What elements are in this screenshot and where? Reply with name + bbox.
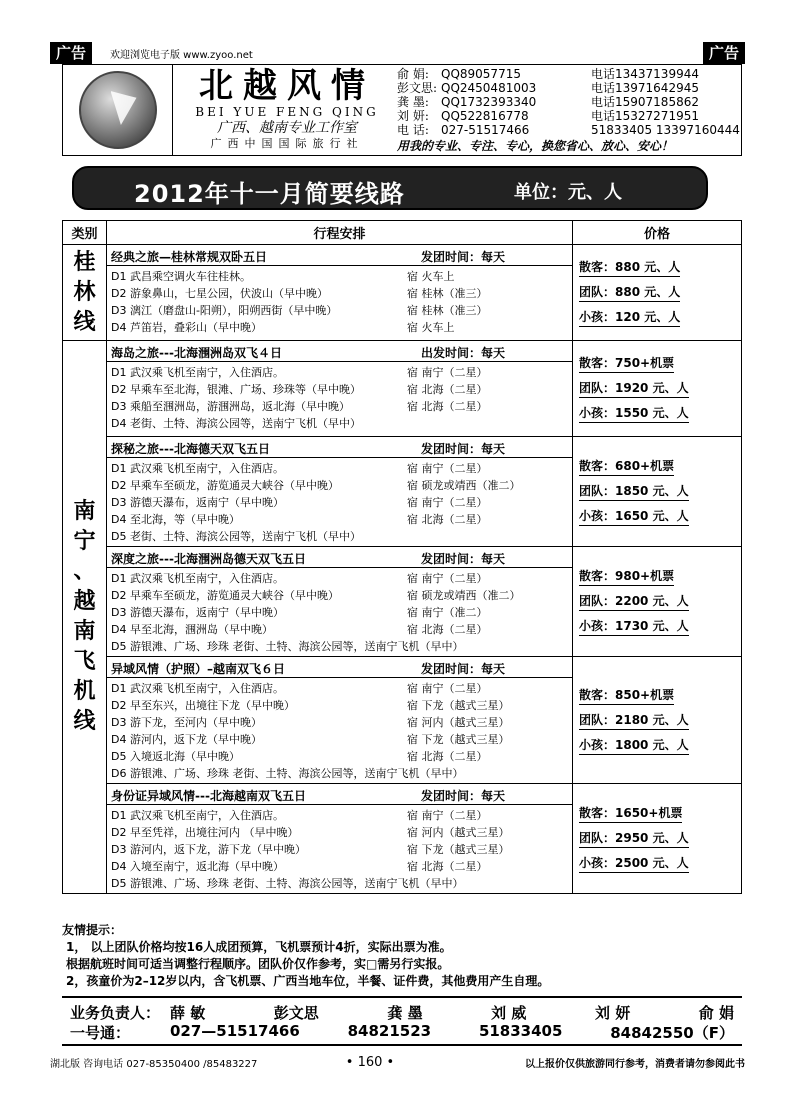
route-plan xyxy=(107,437,573,546)
category-char: 飞 xyxy=(73,649,96,674)
staff-name: 刘 威 xyxy=(491,1003,527,1022)
price-line: 小孩：1730 元、人 xyxy=(579,617,689,636)
day-activity: D2 早乘车至北海，银滩、广场、珍珠等（早中晚） xyxy=(111,382,361,396)
route-plan xyxy=(107,657,573,783)
route-row xyxy=(107,437,741,547)
staff-name: 薛 敏 xyxy=(170,1003,206,1022)
header-price: 价格 xyxy=(643,227,670,242)
day-activity: D4 芦笛岩，叠彩山（早中晚） xyxy=(111,320,262,334)
day-activity: D5 游银滩、广场、珍珠 老街、土特、海滨公园等，送南宁飞机（早中） xyxy=(111,876,464,890)
route-header xyxy=(107,549,572,568)
price-line: 团队：1920 元、人 xyxy=(579,379,689,398)
price-line: 小孩：2500 元、人 xyxy=(579,854,689,873)
phone-number: 51833405 xyxy=(478,1021,563,1040)
itinerary-day xyxy=(111,747,568,764)
price-line: 散客：850+机票 xyxy=(579,686,674,705)
route-header xyxy=(107,343,572,362)
day-lodging: 宿 南宁（准二） xyxy=(407,605,488,619)
itinerary-day xyxy=(111,620,568,637)
route-group xyxy=(63,245,741,341)
day-activity: D5 游银滩、广场、珍珠 老街、土特、海滨公园等，送南宁飞机（早中） xyxy=(111,639,464,653)
itinerary-day xyxy=(111,459,568,476)
route-row xyxy=(107,784,741,893)
contact-qq: QQ522816778 xyxy=(441,109,529,123)
phone-number: 84842550（F） xyxy=(610,1023,734,1042)
itinerary-day xyxy=(111,363,568,380)
contact-row xyxy=(397,123,741,137)
route-name: 探秘之旅---北海德天双飞五日 xyxy=(111,441,270,456)
category-char: 桂 xyxy=(73,249,96,275)
day-lodging: 宿 下龙（越式三星） xyxy=(407,732,510,746)
day-lodging: 宿 河内（越式三星） xyxy=(407,715,510,729)
day-activity: D3 游河内，返下龙，游下龙（早中晚） xyxy=(111,842,306,856)
title-banner xyxy=(72,166,708,210)
day-lodging: 宿 北海（二星） xyxy=(407,622,488,636)
price-line: 小孩：1550 元、人 xyxy=(579,404,689,423)
day-activity: D5 老街、土特、海滨公园等，送南宁飞机（早中） xyxy=(111,529,361,543)
contact-qq: 027-51517466 xyxy=(441,123,530,137)
contact-name: 俞 娟: xyxy=(397,67,429,81)
tip-line: 2，孩童价为2–12岁以内，含飞机票、广西当地车位，半餐、证件费，其他费用产生自理。 xyxy=(66,974,550,988)
contact-tel: 51833405 13397160444 xyxy=(591,123,740,137)
category-cell xyxy=(63,245,107,340)
price-line: 小孩：120 元、人 xyxy=(579,308,680,327)
category-char: 南 xyxy=(73,499,96,524)
itinerary-day xyxy=(111,414,568,431)
staff-name: 刘 妍 xyxy=(594,1003,631,1022)
ad-tag-right: 广告 xyxy=(703,42,745,64)
route-plan xyxy=(107,547,573,656)
category-char: 南 xyxy=(73,619,96,644)
route-departure: 发团时间：每天 xyxy=(421,551,506,566)
day-activity: D1 武昌乘空调火车往桂林。 xyxy=(111,269,251,283)
route-name: 身份证异域风情---北海越南双飞五日 xyxy=(111,788,306,803)
header-category: 类别 xyxy=(63,221,107,244)
day-activity: D1 武汉乘飞机至南宁，入住酒店。 xyxy=(111,681,284,695)
category-char: 宁 xyxy=(73,529,96,554)
logo xyxy=(63,65,173,155)
route-name: 经典之旅—桂林常规双卧五日 xyxy=(111,249,268,264)
contact-qq: QQ2450481003 xyxy=(441,81,537,95)
price-line: 小孩：1650 元、人 xyxy=(579,507,689,526)
day-lodging: 宿 硕龙或靖西（准二） xyxy=(407,588,521,602)
day-activity: D1 武汉乘飞机至南宁，入住酒店。 xyxy=(111,461,284,475)
price-line: 散客：750+机票 xyxy=(579,354,674,373)
route-header xyxy=(107,659,572,678)
day-lodging: 宿 南宁（二星） xyxy=(407,808,488,822)
itinerary-day xyxy=(111,806,568,823)
day-activity: D4 至北海，等（早中晚） xyxy=(111,512,240,526)
page-number: • 160 • xyxy=(345,1054,395,1070)
day-activity: D3 乘船至涠洲岛，游涠洲岛，返北海（早中晚） xyxy=(111,399,350,413)
itinerary-day xyxy=(111,586,568,603)
route-prices xyxy=(573,547,741,656)
day-activity: D3 游下龙，至河内（早中晚） xyxy=(111,715,262,729)
category-char: 机 xyxy=(73,679,96,704)
day-activity: D4 老街、土特、海滨公园等，送南宁飞机（早中） xyxy=(111,416,361,430)
brand-name-pinyin: BEI YUE FENG QING xyxy=(195,105,379,119)
day-lodging: 宿 火车上 xyxy=(407,269,455,283)
itinerary-day xyxy=(111,679,568,696)
itinerary-day xyxy=(111,267,568,284)
day-lodging: 宿 南宁（二星） xyxy=(407,681,488,695)
itinerary-day xyxy=(111,874,568,891)
contact-tel: 电话15327271951 xyxy=(591,109,699,123)
price-line: 团队：1850 元、人 xyxy=(579,482,689,501)
day-activity: D2 早至东兴，出境往下龙（早中晚） xyxy=(111,698,295,712)
category-cell xyxy=(63,341,107,893)
phone-number: 027—51517466 xyxy=(170,1021,300,1040)
top-bar xyxy=(50,42,745,64)
day-activity: D6 游银滩、广场、珍珠 老街、土特、海滨公园等，送南宁飞机（早中） xyxy=(111,766,464,780)
itinerary-day xyxy=(111,857,568,874)
unit-label: 单位：元、人 xyxy=(514,182,622,203)
itinerary-day xyxy=(111,603,568,620)
brand-name-cn: 北越风情 xyxy=(199,66,375,106)
itinerary-day xyxy=(111,569,568,586)
route-departure: 出发时间：每天 xyxy=(421,345,506,360)
day-activity: D1 武汉乘飞机至南宁，入住酒店。 xyxy=(111,808,284,822)
price-line: 团队：2950 元、人 xyxy=(579,829,689,848)
staff-phones-row xyxy=(70,1022,734,1042)
route-group xyxy=(63,341,741,893)
ad-tag-left: 广告 xyxy=(50,42,92,64)
contact-list xyxy=(397,67,741,153)
contact-tel: 电话13971642945 xyxy=(591,81,699,95)
itinerary-day xyxy=(111,301,568,318)
table-header xyxy=(63,221,741,245)
phone-number: 84821523 xyxy=(347,1021,432,1040)
staff-block xyxy=(62,996,742,1046)
route-header xyxy=(107,439,572,458)
category-char: 越 xyxy=(73,589,96,614)
day-activity: D4 游河内，返下龙（早中晚） xyxy=(111,732,262,746)
day-lodging: 宿 下龙（越式三星） xyxy=(407,698,510,712)
welcome-text: 欢迎浏览电子版 www.zyoo.net xyxy=(110,50,253,61)
staff-name: 彭文思 xyxy=(273,1003,319,1022)
route-prices xyxy=(573,657,741,783)
umbrella-logo-icon xyxy=(79,71,157,149)
price-line: 团队：2200 元、人 xyxy=(579,592,689,611)
route-header xyxy=(107,247,572,266)
contact-name: 刘 妍: xyxy=(397,109,429,123)
contact-name: 彭文思: xyxy=(397,81,438,95)
brand-block xyxy=(177,67,397,155)
route-prices xyxy=(573,341,741,436)
route-prices xyxy=(573,784,741,893)
day-activity: D2 早乘车至硕龙，游览通灵大峡谷（早中晚） xyxy=(111,478,339,492)
route-departure: 发团时间：每天 xyxy=(421,788,506,803)
route-name: 异域风情（护照）–越南双飞６日 xyxy=(111,661,286,676)
day-lodging: 宿 下龙（越式三星） xyxy=(407,842,510,856)
price-line: 小孩：1800 元、人 xyxy=(579,736,689,755)
price-line: 散客：880 元、人 xyxy=(579,258,680,277)
price-line: 散客：980+机票 xyxy=(579,567,674,586)
price-line: 散客：1650+机票 xyxy=(579,804,682,823)
route-header xyxy=(107,786,572,805)
itinerary-day xyxy=(111,637,568,654)
day-lodging: 宿 桂林（准三） xyxy=(407,286,488,300)
footer-consult: 湖北版 咨询电话 027-85350400 /85483227 xyxy=(50,1058,258,1070)
tip-line: 根据航班时间可适当调整行程顺序。团队价仅作参考，实□需另行实报。 xyxy=(66,957,450,971)
tips-block xyxy=(62,922,742,990)
staff-names-row xyxy=(70,1002,734,1022)
header-plan: 行程安排 xyxy=(107,221,573,244)
slogan: 用我的专业、专注、专心，换您省心、放心、安心！ xyxy=(397,139,674,153)
day-activity: D1 武汉乘飞机至南宁，入住酒店。 xyxy=(111,365,284,379)
page-title: 2012年十一月简要线路 xyxy=(134,180,405,208)
contact-row xyxy=(397,95,741,109)
day-lodging: 宿 南宁（二星） xyxy=(407,461,488,475)
contact-row xyxy=(397,109,741,123)
day-activity: D1 武汉乘飞机至南宁，入住酒店。 xyxy=(111,571,284,585)
day-lodging: 宿 北海（二星） xyxy=(407,512,488,526)
route-row xyxy=(107,245,741,340)
footer-disclaimer: 以上报价仅供旅游同行参考，消费者请勿参阅此书 xyxy=(525,1058,745,1070)
day-lodging: 宿 火车上 xyxy=(407,320,455,334)
day-activity: D3 漓江（磨盘山-阳朔），阳朔西街（早中晚） xyxy=(111,303,338,317)
route-departure: 发团时间：每天 xyxy=(421,249,506,264)
day-lodging: 宿 南宁（二星） xyxy=(407,495,488,509)
route-departure: 发团时间：每天 xyxy=(421,661,506,676)
contact-tel: 电话13437139944 xyxy=(591,67,699,81)
itinerary-day xyxy=(111,380,568,397)
itinerary-day xyxy=(111,696,568,713)
route-plan xyxy=(107,341,573,436)
route-table xyxy=(62,220,742,894)
day-activity: D3 游德天瀑布，返南宁（早中晚） xyxy=(111,605,284,619)
route-name: 海岛之旅---北海涠洲岛双飞４日 xyxy=(111,345,282,360)
route-departure: 发团时间：每天 xyxy=(421,441,506,456)
route-row xyxy=(107,547,741,657)
route-plan xyxy=(107,784,573,893)
route-prices xyxy=(573,245,741,340)
route-groups xyxy=(63,245,741,893)
itinerary-day xyxy=(111,510,568,527)
day-activity: D5 入境返北海（早中晚） xyxy=(111,749,240,763)
day-activity: D2 早乘车至硕龙，游览通灵大峡谷（早中晚） xyxy=(111,588,339,602)
day-activity: D4 早至北海，涠洲岛（早中晚） xyxy=(111,622,273,636)
agency-header xyxy=(62,64,742,156)
brand-agency: 广西中国国际旅行社 xyxy=(210,137,364,150)
route-row xyxy=(107,657,741,784)
category-char: 、 xyxy=(73,559,96,584)
day-activity: D2 早至凭祥，出境往河内 （早中晚） xyxy=(111,825,299,839)
tips-title: 友情提示： xyxy=(62,923,123,937)
staff-name: 俞 娟 xyxy=(698,1003,734,1022)
itinerary-day xyxy=(111,713,568,730)
route-row xyxy=(107,341,741,437)
itinerary-day xyxy=(111,318,568,335)
category-char: 林 xyxy=(73,279,96,305)
contact-qq: QQ89057715 xyxy=(441,67,521,81)
contact-row xyxy=(397,67,741,81)
itinerary-day xyxy=(111,840,568,857)
day-lodging: 宿 桂林（准三） xyxy=(407,303,488,317)
price-line: 团队：880 元、人 xyxy=(579,283,680,302)
category-char: 线 xyxy=(73,709,96,734)
day-activity: D2 游象鼻山，七星公园，伏波山（早中晚） xyxy=(111,286,328,300)
phone-label: 一号通： xyxy=(70,1023,131,1042)
price-line: 散客：680+机票 xyxy=(579,457,674,476)
itinerary-day xyxy=(111,764,568,781)
staff-label: 业务负责人： xyxy=(70,1003,161,1022)
itinerary-day xyxy=(111,284,568,301)
price-line: 团队：2180 元、人 xyxy=(579,711,689,730)
day-lodging: 宿 南宁（二星） xyxy=(407,365,488,379)
itinerary-day xyxy=(111,493,568,510)
itinerary-day xyxy=(111,397,568,414)
staff-name: 龚 墨 xyxy=(387,1003,423,1022)
contact-qq: QQ1732393340 xyxy=(441,95,537,109)
day-lodging: 宿 硕龙或靖西（准二） xyxy=(407,478,521,492)
page-footer xyxy=(50,1052,745,1072)
brand-subtitle: 广西、越南专业工作室 xyxy=(217,120,357,136)
contact-row xyxy=(397,81,741,95)
day-lodging: 宿 河内（越式三星） xyxy=(407,825,510,839)
contact-tel: 电话15907185862 xyxy=(591,95,699,109)
itinerary-day xyxy=(111,476,568,493)
tip-line: 1， 以上团队价格均按16人成团预算，飞机票预计4折，实际出票为准。 xyxy=(66,940,452,954)
day-lodging: 宿 北海（二星） xyxy=(407,382,488,396)
day-activity: D3 游德天瀑布，返南宁（早中晚） xyxy=(111,495,284,509)
route-plan xyxy=(107,245,573,340)
category-char: 线 xyxy=(73,309,96,335)
itinerary-day xyxy=(111,823,568,840)
day-activity: D4 入境至南宁，返北海（早中晚） xyxy=(111,859,284,873)
route-prices xyxy=(573,437,741,546)
contact-name: 龚 墨: xyxy=(397,95,429,109)
day-lodging: 宿 南宁（二星） xyxy=(407,571,488,585)
day-lodging: 宿 北海（二星） xyxy=(407,859,488,873)
day-lodging: 宿 北海（二星） xyxy=(407,399,488,413)
itinerary-day xyxy=(111,527,568,544)
contact-name: 电 话: xyxy=(397,123,429,137)
itinerary-day xyxy=(111,730,568,747)
route-name: 深度之旅---北海涠洲岛德天双飞五日 xyxy=(111,551,306,566)
day-lodging: 宿 北海（二星） xyxy=(407,749,488,763)
